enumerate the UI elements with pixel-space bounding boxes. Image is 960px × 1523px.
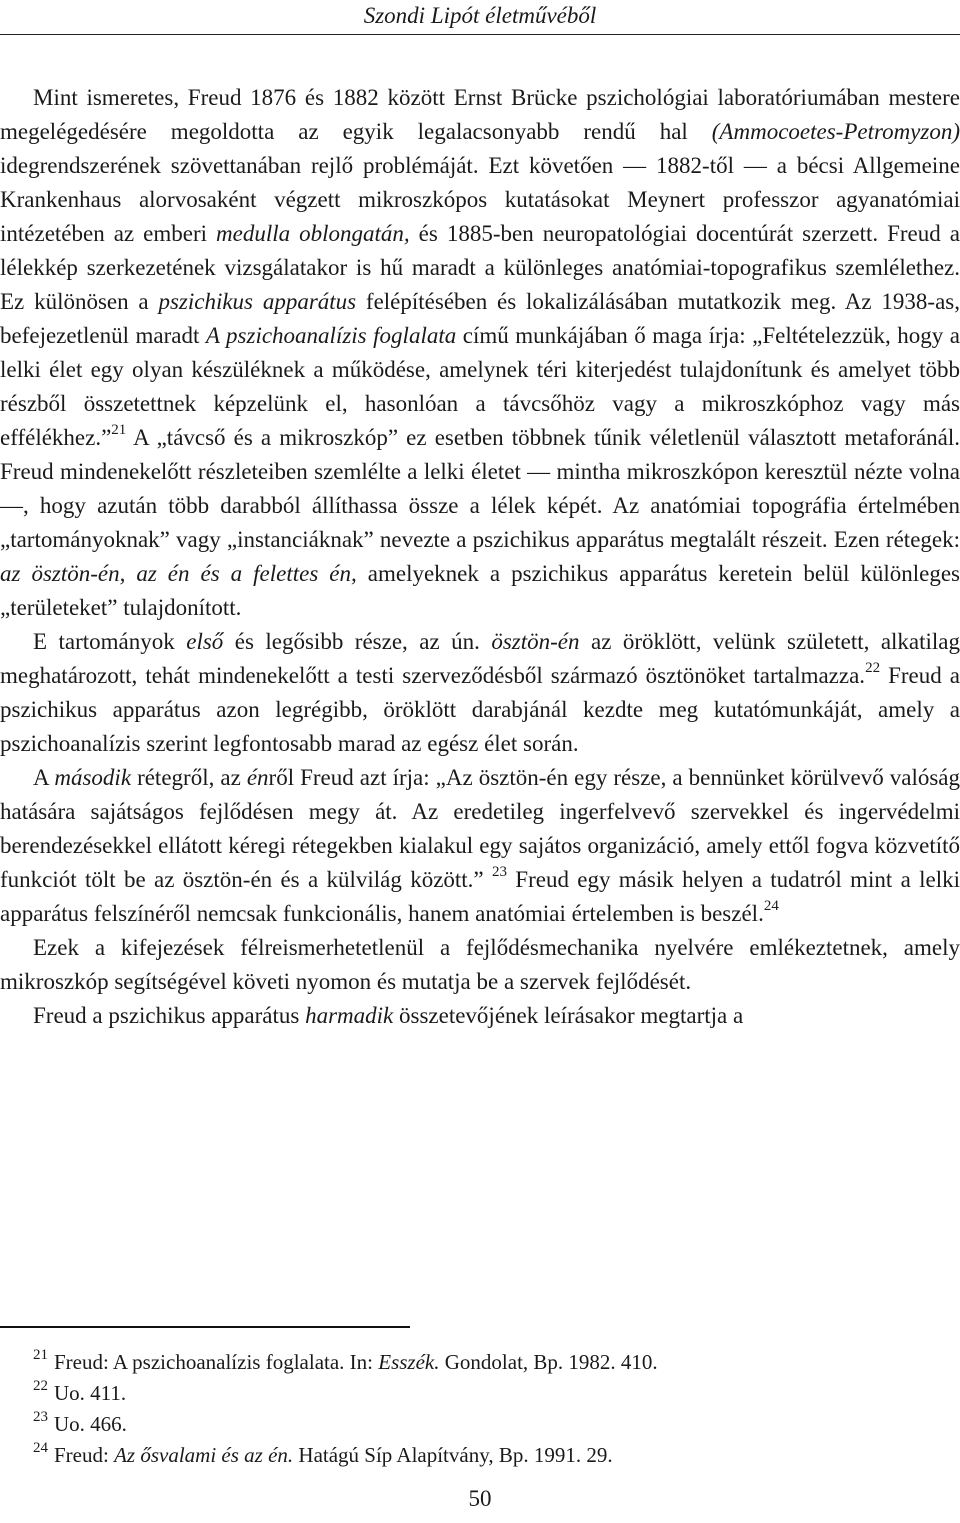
- italic-text: első: [186, 629, 224, 654]
- italic-text: Az ősvalami és az én.: [114, 1443, 294, 1467]
- italic-text: ösztön-én: [491, 629, 580, 654]
- text-run: Gondolat, Bp. 1982. 410.: [439, 1350, 658, 1374]
- footnote-ref: 23: [491, 864, 507, 881]
- text-run: Ezek a kifejezések félreismerhetetlenül a fejlődésmechanika nyelvére emlékeztetnek, amely mikroszkóp segítségével követi nyomon és mutatja be a szervek fejlődését.: [0, 935, 960, 994]
- page-number: 50: [468, 1486, 492, 1511]
- paragraph: [0, 81, 960, 625]
- text-run: felépítésében és lokalizálásában mutatkozik meg. Az 1938-as, befejezetlenül maradt: [0, 289, 960, 348]
- text-run: ről Freud azt írja: „Az ösztön-én egy része, a bennünket körülvevő valóság hatására sajátságos fejlődésen megy át. Az eredetileg ingerfelvevő szervekkel és ingervédelmi berendezésekkel ellátott kéregi rétegekben kialakul egy sajátos organizáció, amely ettől fogva közvetítő funkciót tölt be az ösztön-én és a külvilág között.”: [0, 765, 960, 892]
- text-run: és legősibb része, az ún.: [223, 629, 492, 654]
- italic-text: medulla oblongatán,: [216, 221, 410, 246]
- footnotes: [33, 1347, 953, 1471]
- text-run: az öröklött, velünk született, alkatilag meghatározott, tehát mindenekelőtt a testi szerveződésből származó ösztönöket tartalmazza.: [0, 629, 960, 688]
- text-run: A: [33, 765, 55, 790]
- text-run: rétegről, az: [131, 765, 247, 790]
- text-run: Mint ismeretes, Freud 1876 és 1882 között Ernst Brücke pszichológiai laboratóriumában mestere megelégedésére megoldotta az egyik legalacsonyabb rendű hal: [0, 85, 960, 144]
- text-run: Hatágú Síp Alapítvány, Bp. 1991. 29.: [293, 1443, 613, 1467]
- footnote-rule: [0, 1326, 410, 1328]
- text-run: Freud: A pszichoanalízis foglalata. In:: [54, 1350, 379, 1374]
- text-run: és 1885-ben neuropatológiai docentúrát szerzett. Freud a lélekkép szerkezetének vizsgálatakor is hű maradt a különleges anatómiai-topografikus szemlélethez. Ez különösen a: [0, 221, 960, 314]
- footnote-number: 24: [33, 1440, 48, 1456]
- paragraph: [0, 761, 960, 931]
- text-run: idegrendszerének szövettanában rejlő problémáját. Ezt követően — 1882-től — a bécsi Allgemeine Krankenhaus alorvosaként végzett mikroszkópos kutatásokat Meynert professzor agyanatómiai intézetében az emberi: [0, 153, 960, 246]
- paragraph: [0, 931, 960, 999]
- text-run: Uo. 411.: [54, 1381, 127, 1405]
- body-text: [0, 81, 960, 1033]
- footnote-ref: 22: [865, 660, 881, 677]
- footnote: [33, 1440, 953, 1471]
- italic-text: A pszichoanalízis foglalata: [205, 323, 457, 348]
- text-run: Freud a pszichikus apparátus: [33, 1003, 306, 1028]
- text-run: Freud:: [54, 1443, 115, 1467]
- italic-text: Esszék.: [378, 1350, 440, 1374]
- footnote: [33, 1347, 953, 1378]
- text-run: amelyeknek a pszichikus apparátus keretein belül különleges „területeket” tulajdonított.: [0, 561, 960, 620]
- footnote: [33, 1409, 953, 1440]
- text-run: A „távcső és a mikroszkóp” ez esetben többnek tűnik véletlenül választott metaforánál. Freud mindenekelőtt részleteiben szemlélte a lelki életet — mintha mikroszkópon keresztül nézte volna —, hogy azután több darabból állíthassa össze a lélek képét. Az anatómiai topográfia értelmében „tartományoknak” vagy „instanciáknak” nevezte a pszichikus apparátus megtalált részeit. Ezen rétegek:: [0, 425, 960, 552]
- running-header: Szondi Lipót életművéből: [363, 3, 597, 28]
- italic-text: én: [246, 765, 269, 790]
- footnote-ref: 24: [763, 898, 779, 915]
- italic-text: az ösztön-én, az én és a felettes én,: [0, 561, 357, 586]
- footnote: [33, 1378, 953, 1409]
- text-run: E tartományok: [33, 629, 187, 654]
- text-run: összetevőjének leírásakor megtartja a: [393, 1003, 744, 1028]
- text-run: Uo. 466.: [54, 1412, 127, 1436]
- header-rule: [0, 34, 960, 35]
- text-run: Freud egy másik helyen a tudatról mint a lelki apparátus felszínéről nemcsak funkcionális, hanem anatómiai értelemben is beszél.: [0, 867, 960, 926]
- italic-text: harmadik: [305, 1003, 394, 1028]
- footnote-number: 23: [33, 1409, 48, 1425]
- italic-text: pszichikus apparátus: [158, 289, 357, 314]
- paragraph: [0, 999, 960, 1033]
- italic-text: (Ammocoetes-Petromyzon): [711, 119, 960, 144]
- text-run: Freud a pszichikus apparátus azon legrégibb, öröklött darabjánál kezdte meg kutatómunkáját, amely a pszichoanalízis szerint legfontosabb marad az egész élet során.: [0, 663, 960, 756]
- footnote-number: 22: [33, 1378, 48, 1394]
- italic-text: második: [54, 765, 132, 790]
- paragraph: [0, 625, 960, 761]
- footnote-ref: 21: [111, 422, 127, 439]
- text-run: című munkájában ő maga írja: „Feltételezzük, hogy a lelki élet egy olyan készüléknek a működése, amelynek téri kiterjedést tulajdonítunk és amelyet több részből összetettnek képzelünk el, hasonlóan a távcsőhöz vagy a mikroszkóphoz vagy más effélékhez.”: [0, 323, 960, 450]
- footnote-number: 21: [33, 1347, 48, 1363]
